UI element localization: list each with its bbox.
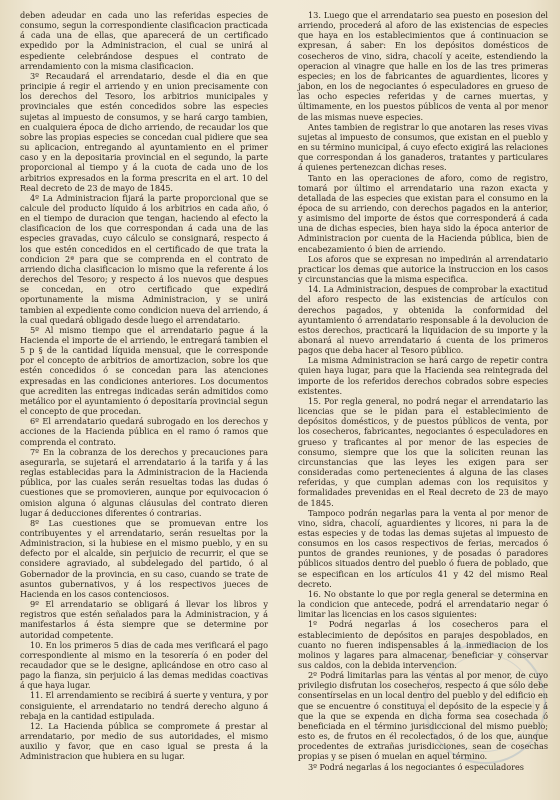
paragraph: Tanto en las operaciones de aforo, como de registro, tomará por último el arrendatario una razon exacta y detallada de las especies que existan para el consumo en la época de su arriendo, con derechos pagados en la anterior, y asimismo del importe de éstos que corresponderá á cada una de dichas especies, bien haya sido la época anterior de Administracion por cuenta de la Hacienda pública, bien de encabezamiento ó bien de arriendo. [298, 172, 548, 254]
paragraph: 15. Por regla general, no podrá negar el arrendatario las licencias que se le pidan para el establecimiento de depósitos domésticos, y de puestos públicos de venta, por los cosecheros, fabricantes, negociantes ó especuladores en grueso y traficantes al por menor de las especies de consumo, siempre que los que la soliciten reunan las circunstancias que las leyes les exigen para ser consideradas como pertenecientes á alguna de las clases referidas, y que cumplan ademas con los requisitos y formalidades prevenidas en el Real decreto de 23 de mayo de 1845. [298, 395, 548, 508]
paragraph: 16. No obstante lo que por regla general se determina en la condicion que antecede, podrá el arrendatario negar ó limitar las licencias en los casos siguientes: [298, 588, 548, 620]
paragraph: Tampoco podrán negarlas para la venta al por menor de vino, sidra, chacolí, aguardientes y licores, ni para la de estas especies y de todas las demas sujetas al impuesto de consumos en los casos respectivos de ferias, mercados ó puntos de grandes reuniones, y de posadas ó paradores públicos situados dentro del pueblo ó fuera de poblado, que se especifican en los artículos 41 y 42 del mismo Real decreto. [298, 507, 548, 589]
paragraph: 11. El arrendamiento se recibirá á suerte y ventura, y por consiguiente, el arrendatario no tendrá derecho alguno á rebaja en la cantidad estipulada. [20, 690, 268, 721]
paragraph: Los aforos que se expresan no impedirán al arrendatario practicar los demas que autorice la instruccion en los casos y circunstancias que la misma especifica. [298, 253, 548, 285]
left-column [20, 10, 268, 762]
right-column [298, 10, 548, 772]
paragraph: 7º En la cobranza de los derechos y precauciones para asegurarla, se sujetará el arrendatario á la tarifa y á las reglas establecidas para la Administracion de la Hacienda pública, por las cuales serán resueltas todas las dudas ó cuestiones que se promovieren, aunque por equivocacion ó omision alguna ó algunas cláusulas del contrato dieren lugar á deducciones diferentes ó contrarias. [20, 446, 268, 518]
paragraph: 8º Las cuestiones que se promuevan entre los contribuyentes y el arrendatario, serán resueltas por la Administracion, si la hubiese en el mismo pueblo, y en su defecto por el alcalde, sin perjuicio de recurrir, el que se considere agraviado, al subdelegado del partido, ó al Gobernador de la provincia, en su caso, cuando se trate de asuntos gubernativos, y á los respectivos jueces de Hacienda en los casos contenciosos. [20, 517, 268, 599]
paragraph: 14. La Administracion, despues de comprobar la exactitud del aforo respecto de las existencias de artículos con derechos pagados, y obtenida la conformidad del ayuntamiento ó arrendatario responsable á la devolucion de estos derechos, practicará la liquidacion de su importe y la abonará al nuevo arrendatario á cuenta de los primeros pagos que deba hacer al Tesoro público. [298, 284, 548, 356]
paragraph: 12. La Hacienda pública se compromete á prestar al arrendatario, por medio de sus autoridades, el mismo auxilio y favor, que en caso igual se presta á la Administracion que hubiera en su lugar. [20, 720, 268, 762]
paragraph: Antes tambien de registrar lo que anotaren las reses vivas sujetas al impuesto de consumos, que existan en el pueblo y en su término municipal, á cuyo efecto exigirá las relaciones que correspondan á los ganaderos, tratantes y particulares á quienes pertenezcan dichas reses. [298, 121, 548, 173]
paragraph: 9º El arrendatario se obligará á llevar los libros y registros que estén señalados para la Administracion, y á manifestarlos á ésta siempre que se determine por autoridad competente. [20, 599, 268, 640]
paragraph: 6º El arrendatario quedará subrogado en los derechos y acciones de la Hacienda pública en el ramo ó ramos que comprenda el contrato. [20, 416, 268, 447]
paragraph: 5º Al mismo tiempo que el arrendatario pague á la Hacienda el importe de el arriendo, le entregará tambien el 5 p § de la cantidad líquida mensual, que le corresponde por el concepto de arbitrios de amortizacion, sobre los que estén concedidos ó se concedan para las atenciones expresadas en las condiciones anteriores. Los documentos que acrediten las entregas indicadas serán admitidos como metálico por el ayuntamiento ó depositaría provincial segun el concepto de que procedan. [20, 324, 268, 417]
paragraph: 1º Podrá negarlas á los cosecheros para el establecimiento de depósitos en parajes despoblados, en cuanto no fueren indispensables á la inmediacion de los molinos y lagares para almacenar, beneficiar y conservar sus caldos, con la debida intervencion. [298, 619, 548, 670]
paragraph: deben adeudar en cada uno las referidas especies de consumo, segun la correspondiente clasificacion practicada á cada una de ellas, que aparecerá de un certificado expedido por la Administracion, el cual se unirá al espediente celebrándose despues el contrato de arrendamiento con la misma clasificacion. [20, 10, 268, 71]
paragraph: 10. En los primeros 5 dias de cada mes verificará el pago correspondiente al mismo en la tesorería ó en poder del recaudador que se le designe, aplicándose en otro caso al pago la fianza, sin perjuicio á las demas medidas coactivas á que haya lugar. [20, 639, 268, 691]
paragraph: 4º La Administracion fijará la parte proporcional que se calcule del producto líquido á los arbitrios en cada año, ó en el tiempo de duracion que tengan, haciendo al efecto la clasificacion de los que correspondan á cada una de las especies gravadas, cuyo cálculo se consignará, respecto á los que estén concedidos en el certificado de que trata la condicion 2ª para que se comprenda en el contrato de arriendo dicha clasificacion lo mismo que la referente á los derechos del Tesoro; y respecto á los nuevos que despues se concedan, en otro certificado que expedirá oportunamente la misma Administracion, y se unirá tambien al expediente como condicion nueva del arriendo, á la cual quedará obligado desde luego el arrendatario. [20, 192, 268, 325]
paragraph: La misma Administracion se hará cargo de repetir contra quien haya lugar, para que la Hacienda sea reintegrada del importe de los referidos derechos cobrados sobre especies existentes. [298, 355, 548, 396]
paragraph: 2º Podrá limitarlas para las ventas al por menor, de cuyo privilegio disfrutan los cosecheros, respecto á que sólo debe consentírselas en un local dentro del pueblo y del edificio en que se encuentre ó constituya el depósito de la especie y á que la que se expenda en dicha forma sea cosechada ó beneficiada en el término jurisdiccional del mismo pueblo; esto es, de frutos en él recolectados, ó de los que, aunque procedentes de extrañas jurisdicciones, sean de cosechas propias y se pisen ó muelan en aquel término. [298, 670, 548, 762]
paragraph: 13. Luego que el arrendatario sea puesto en posesion del arriendo, procederá al aforo de las existencias de especies que haya en los establecimientos que á continuacion se expresan, á saber: En los depósitos domésticos de cosecheros de vino, sidra, chacolí y aceite, estendiendo la operacion al vinagre que halle en los de las tres primeras especies; en los de fabricantes de aguardientes, licores y jabon, en los de negociantes ó especuladores en grueso de las ocho especies referidas y de carnes muertas, y últimamente, en los puestos públicos de venta al por menor de las mismas nueve especies. [298, 10, 548, 122]
paragraph: 3º Recaudará el arrendatario, desde el dia en que principie á regir el arriendo y en union precisamente con los derechos del Tesoro, los arbitrios municipales y provinciales que estén concedidos sobre las especies sujetas al impuesto de consumos, y se hará cargo tambien, en cualquiera época de dicho arriendo, de recaudar los que sobre las propias especies se concedan cual pidiere que sea su aplicacion, entregando al ayuntamiento en el primer caso y en la depositaria provincial en el segundo, la parte proporcional al tiempo y á la cuota de cada uno de los arbitrios expresados en la forma prescrita en el art. 10 del Real decreto de 23 de mayo de 1845. [20, 70, 268, 193]
paragraph: 3º Podrá negarlas á los negociantes ó especuladores [308, 761, 524, 772]
